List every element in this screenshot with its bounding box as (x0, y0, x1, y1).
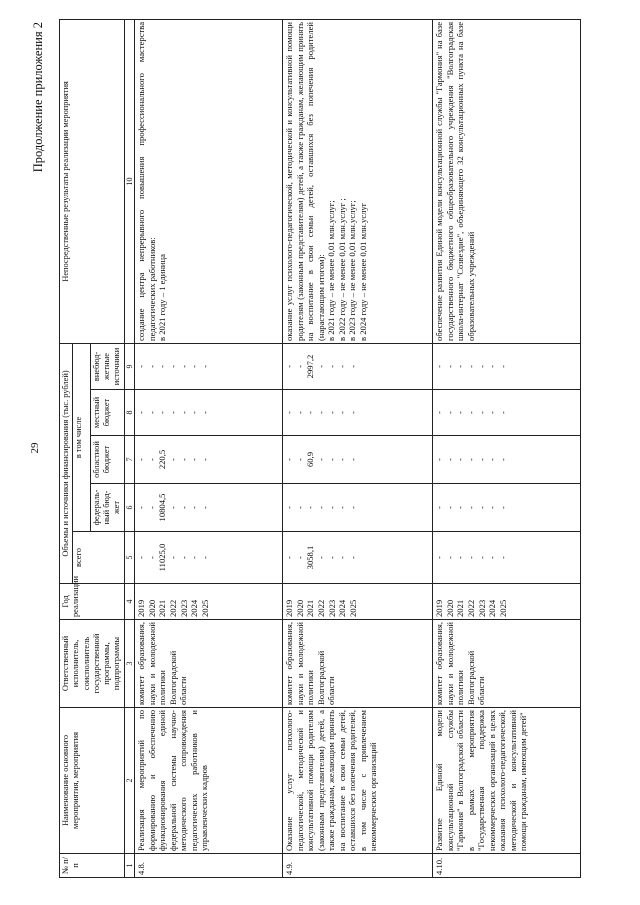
row-extrabudget-line: - (136, 365, 147, 368)
row-total-line: - (316, 556, 327, 559)
row-federal-line: - (146, 506, 157, 509)
row-number: 4.9. (283, 854, 433, 878)
row-years-line: 2023 (476, 599, 487, 617)
row-federal-line: - (444, 506, 455, 509)
row-years (283, 584, 433, 620)
row-total-line: - (444, 556, 455, 559)
row-local-line: - (487, 411, 498, 414)
row-total-line: - (178, 556, 189, 559)
row-responsible: комитет образования, науки и молодежной политики Волгоградской области (135, 620, 283, 708)
row-local-line: - (294, 411, 305, 414)
row-local-line: - (178, 411, 189, 414)
header-ext: внебюд-жетные источники (90, 343, 124, 389)
result-line: в 2022 году – не менее 0,01 млн.услуг ; (336, 198, 347, 341)
row-extrabudget-line: - (434, 365, 445, 368)
header-resp: Ответственный исполнитель, соисполнитель государственной программы, подпрограммы (60, 620, 125, 708)
row-regional-line: - (294, 458, 305, 461)
row-number: 4.8. (135, 854, 283, 878)
col-index: 6 (124, 484, 135, 532)
row-federal-line: - (178, 506, 189, 509)
row-extrabudget-line: - (337, 365, 348, 368)
row-years-line: 2020 (294, 599, 305, 617)
row-responsible: комитет образования, науки и молодежной политики Волгоградской области (283, 620, 433, 708)
row-name: Реализация мероприятий по формированию и обеспечению функционирования единой федеральной системы научно-методического сопровождения педагогических работников и управленческих кадров (135, 708, 283, 854)
result-line: оказание услуг психолого-педагогической, методической и консультативной помощи родителям (законным представителям) детей, а также гражданам, желающим принять на воспитание в свои семьи детей, оставшихся без попечения родителей (нарастающим итогом): (284, 21, 326, 341)
row-regional-line: - (178, 458, 189, 461)
row-years-line: 2024 (487, 599, 498, 617)
row-total-line: 11025,0 (157, 543, 168, 572)
row-extrabudget-line: - (146, 365, 157, 368)
row-extrabudget-line: - (347, 365, 358, 368)
header-name: Наименование основного мероприятия, мероприятия (60, 708, 125, 854)
row-local-line: - (455, 411, 466, 414)
row-extrabudget-line: - (189, 365, 200, 368)
row-regional (283, 436, 433, 484)
header-incl: в том числе (73, 343, 91, 531)
row-total-line: - (136, 556, 147, 559)
row-total-line: - (326, 556, 337, 559)
row-local (283, 390, 433, 436)
row-years-line: 2019 (136, 599, 147, 617)
row-extrabudget-line: 2997,2 (305, 354, 316, 379)
row-extrabudget-line: - (487, 365, 498, 368)
header-row-1 (60, 19, 73, 877)
row-result (433, 19, 581, 343)
row-years-line: 2022 (316, 599, 327, 617)
result-line: в 2024 году – не менее 0,01 млн.услуг (357, 202, 368, 341)
row-years (433, 584, 581, 620)
row-local-line: - (444, 411, 455, 414)
row-extrabudget-line: - (157, 365, 168, 368)
row-regional-line: - (434, 458, 445, 461)
row-local-line: - (168, 411, 179, 414)
row-federal-line: - (136, 506, 147, 509)
row-total-line: - (466, 556, 477, 559)
result-line: в 2023 году – не менее 0,01 млн.услуг; (347, 200, 358, 341)
row-local-line: - (146, 411, 157, 414)
row-federal (283, 484, 433, 532)
row-extrabudget-line: - (284, 365, 295, 368)
row-federal-line: - (199, 506, 210, 509)
col-index: 3 (124, 620, 135, 708)
row-name: Развитие Единой модели консультационной службы "Гармония" в Волгоградской области в рамках мероприятия "Государственная поддержка некоммерческих организаций в целях оказания психолого-педагогической, методической и консультативной помощи гражданам, имеющим детей" (433, 708, 581, 854)
row-federal-line: - (326, 506, 337, 509)
row-federal-line: - (337, 506, 348, 509)
row-total-line: - (146, 556, 157, 559)
result-line: в 2021 году – 1 единица (157, 254, 168, 341)
row-local-line: - (326, 411, 337, 414)
table-row (433, 19, 581, 877)
row-years-line: 2022 (168, 599, 179, 617)
table-body (135, 19, 581, 877)
row-years-line: 2024 (337, 599, 348, 617)
col-index: 10 (124, 19, 135, 343)
row-extrabudget (135, 343, 283, 389)
row-extrabudget-line: - (294, 365, 305, 368)
row-total-line: - (199, 556, 210, 559)
row-federal-line: - (455, 506, 466, 509)
rotated-content (25, 18, 620, 878)
row-local-line: - (305, 411, 316, 414)
row-years-line: 2021 (157, 599, 168, 617)
row-extrabudget-line: - (476, 365, 487, 368)
row-total-line: - (189, 556, 200, 559)
row-total-line: - (487, 556, 498, 559)
row-regional-line: - (189, 458, 200, 461)
row-regional-line: - (337, 458, 348, 461)
row-federal-line: - (305, 506, 316, 509)
row-result (135, 19, 283, 343)
row-local-line: - (284, 411, 295, 414)
header-total: всего (73, 532, 124, 584)
continuation-label: Продолжение приложения 2 (31, 22, 45, 173)
col-index: 8 (124, 390, 135, 436)
row-years-line: 2025 (347, 599, 358, 617)
header-fed: федераль-ный бюд-жет (90, 484, 124, 532)
row-years-line: 2022 (466, 599, 477, 617)
row-federal-line: - (189, 506, 200, 509)
row-regional (433, 436, 581, 484)
table-row (135, 19, 283, 877)
row-regional-line: - (199, 458, 210, 461)
row-regional-line: 60,9 (305, 451, 316, 468)
row-local-line: - (347, 411, 358, 414)
row-local-line: - (136, 411, 147, 414)
header-num: № п/п (60, 854, 125, 878)
row-result (283, 19, 433, 343)
row-regional-line: - (476, 458, 487, 461)
header-reg: областной бюджет (90, 436, 124, 484)
col-index: 2 (124, 708, 135, 854)
row-local-line: - (337, 411, 348, 414)
row-total-line: - (168, 556, 179, 559)
row-years-line: 2021 (305, 599, 316, 617)
col-index: 9 (124, 343, 135, 389)
result-line: создание центра непрерывного повышения профессионального мастерства педагогических работников: (136, 21, 157, 341)
row-extrabudget (433, 343, 581, 389)
row-total-line: - (476, 556, 487, 559)
row-regional-line: - (326, 458, 337, 461)
row-federal-line: - (294, 506, 305, 509)
row-years-line: 2023 (326, 599, 337, 617)
row-regional-line: - (284, 458, 295, 461)
row-number: 4.10. (433, 854, 581, 878)
row-local-line: - (316, 411, 327, 414)
row-federal-line: 10804,5 (157, 493, 168, 522)
row-regional-line: - (168, 458, 179, 461)
row-extrabudget-line: - (497, 365, 508, 368)
row-years-line: 2023 (178, 599, 189, 617)
row-years-line: 2024 (189, 599, 200, 617)
table-row (283, 19, 433, 877)
row-local-line: - (466, 411, 477, 414)
row-federal-line: - (434, 506, 445, 509)
row-regional-line: - (444, 458, 455, 461)
row-total-line: - (294, 556, 305, 559)
col-index: 5 (124, 532, 135, 584)
row-regional-line: - (316, 458, 327, 461)
row-federal-line: - (316, 506, 327, 509)
row-extrabudget-line: - (199, 365, 210, 368)
row-total-line: - (284, 556, 295, 559)
result-line: обеспечение развития Единой модели консультационной службы "Гармония" на базе государственного бюджетного общеобразовательного учреждения "Волгоградская школа-интернат "Созвездие", объединяющего 32 консультационных пункта на базе образовательных учреждений (434, 21, 476, 341)
col-index: 7 (124, 436, 135, 484)
row-extrabudget-line: - (168, 365, 179, 368)
row-extrabudget-line: - (316, 365, 327, 368)
row-federal-line: - (466, 506, 477, 509)
col-index: 4 (124, 584, 135, 620)
row-total-line: - (455, 556, 466, 559)
row-regional-line: - (497, 458, 508, 461)
row-extrabudget-line: - (466, 365, 477, 368)
result-line: в 2021 году – не менее 0,01 млн.услуг; (326, 200, 337, 341)
row-federal (433, 484, 581, 532)
row-federal-line: - (487, 506, 498, 509)
row-years (135, 584, 283, 620)
row-total-line: - (337, 556, 348, 559)
row-years-line: 2021 (455, 599, 466, 617)
row-total-line: - (347, 556, 358, 559)
row-local-line: - (199, 411, 210, 414)
row-federal (135, 484, 283, 532)
row-total (283, 532, 433, 584)
row-years-line: 2020 (444, 599, 455, 617)
row-regional-line: - (455, 458, 466, 461)
row-total-line: - (497, 556, 508, 559)
header-year: Год реализации (60, 584, 125, 620)
row-responsible: комитет образования, науки и молодежной политики Волгоградской области (433, 620, 581, 708)
row-extrabudget-line: - (455, 365, 466, 368)
row-regional-line: - (487, 458, 498, 461)
row-local (135, 390, 283, 436)
row-total-line: 3058,1 (305, 545, 316, 570)
row-regional (135, 436, 283, 484)
page-header (25, 18, 59, 878)
column-index-row (124, 19, 135, 877)
row-total (135, 532, 283, 584)
row-extrabudget-line: - (326, 365, 337, 368)
row-local-line: - (157, 411, 168, 414)
page-number: 29 (29, 442, 41, 454)
row-federal-line: - (476, 506, 487, 509)
col-index: 1 (124, 854, 135, 878)
row-regional-line: - (347, 458, 358, 461)
row-regional-line: - (146, 458, 157, 461)
row-years-line: 2025 (199, 599, 210, 617)
row-years-line: 2025 (497, 599, 508, 617)
row-extrabudget-line: - (444, 365, 455, 368)
row-years-line: 2020 (146, 599, 157, 617)
row-federal-line: - (347, 506, 358, 509)
row-regional-line: - (466, 458, 477, 461)
row-federal-line: - (497, 506, 508, 509)
row-federal-line: - (284, 506, 295, 509)
row-local (433, 390, 581, 436)
row-regional-line: 220,5 (157, 449, 168, 470)
row-years-line: 2019 (434, 599, 445, 617)
row-name: Оказание услуг психолого-педагогической, методической и консультативной помощи родителям (законным представителям) детей, а также гражданам, желающим принять на воспитание в свои семьи детей, оставшихся без попечения родителей, в том числе с привлечением некоммерческих организаций (283, 708, 433, 854)
row-extrabudget (283, 343, 433, 389)
program-table (59, 19, 581, 878)
header-loc: местный бюджет (90, 390, 124, 436)
row-local-line: - (497, 411, 508, 414)
row-total (433, 532, 581, 584)
row-local-line: - (434, 411, 445, 414)
row-total-line: - (434, 556, 445, 559)
header-result: Непосредственные результаты реализации мероприятия (60, 19, 125, 343)
header-funding: Объемы и источники финансирования (тыс. рублей) (60, 343, 73, 583)
row-local-line: - (476, 411, 487, 414)
row-regional-line: - (136, 458, 147, 461)
row-federal-line: - (168, 506, 179, 509)
row-years-line: 2019 (284, 599, 295, 617)
row-extrabudget-line: - (178, 365, 189, 368)
row-local-line: - (189, 411, 200, 414)
